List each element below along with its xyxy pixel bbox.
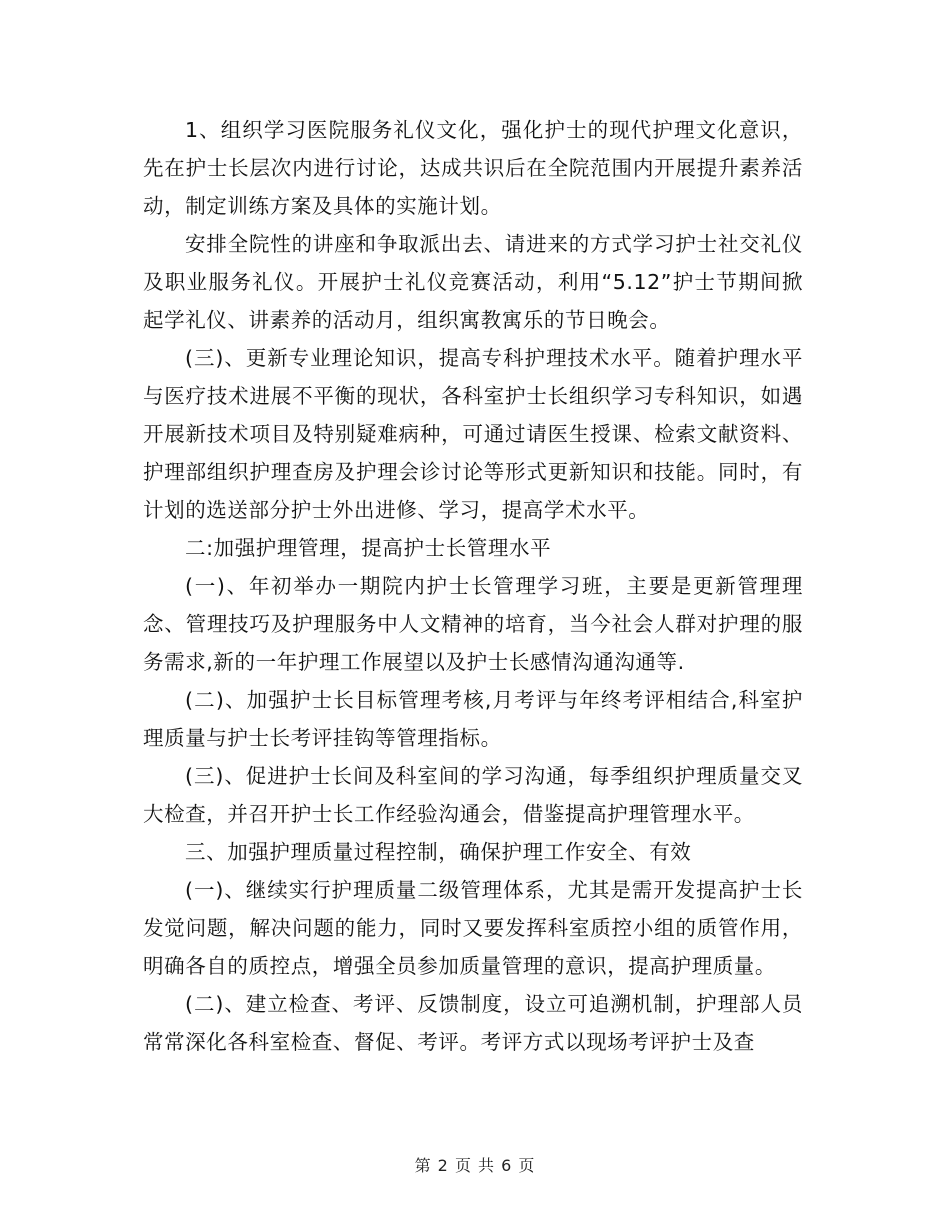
paragraph-5: (一)、年初举办一期院内护士长管理学习班，主要是更新管理理念、管理技巧及护理服务中人文精神的培育，当今社会人群对护理的服务需求,新的一年护理工作展望以及护士长感情沟通沟通等.: [143, 574, 803, 674]
page-number-footer: 第 2 页 共 6 页: [414, 1156, 536, 1175]
section-heading-2: 二:加强护理管理，提高护士长管理水平: [185, 536, 552, 560]
paragraph-2: 安排全院性的讲座和争取派出去、请进来的方式学习护士社交礼仪及职业服务礼仪。开展护士礼仪竞赛活动，利用“5.12”护士节期间掀起学礼仪、讲素养的活动月，组织寓教寓乐的节日晚会。: [143, 232, 803, 332]
paragraph-6: (二)、加强护士长目标管理考核,月考评与年终考评相结合,科室护理质量与护士长考评挂钩等管理指标。: [143, 688, 803, 750]
paragraph-1: 1、组织学习医院服务礼仪文化，强化护士的现代护理文化意识，先在护士长层次内进行讨论，达成共识后在全院范围内开展提升素养活动，制定训练方案及具体的实施计划。: [143, 118, 803, 218]
section-heading-3: 三、加强护理质量过程控制，确保护理工作安全、有效: [185, 840, 692, 864]
document-body: [143, 111, 803, 1061]
paragraph-9: (一)、继续实行护理质量二级管理体系，尤其是需开发提高护士长发觉问题，解决问题的能力，同时又要发挥科室质控小组的质管作用，明确各自的质控点，增强全员参加质量管理的意识，提高护理质量。: [143, 878, 803, 978]
paragraph-7: (三)、促进护士长间及科室间的学习沟通，每季组织护理质量交叉大检查，并召开护士长工作经验沟通会，借鉴提高护理管理水平。: [143, 764, 803, 826]
paragraph-3: (三)、更新专业理论知识，提高专科护理技术水平。随着护理水平与医疗技术进展不平衡的现状，各科室护士长组织学习专科知识，如遇开展新技术项目及特别疑难病种，可通过请医生授课、检索文献资料、护理部组织护理查房及护理会诊讨论等形式更新知识和技能。同时，有计划的选送部分护士外出进修、学习，提高学术水平。: [143, 346, 803, 522]
paragraph-10: (二)、建立检查、考评、反馈制度，设立可追溯机制，护理部人员常常深化各科室检查、督促、考评。考评方式以现场考评护士及查: [143, 992, 803, 1054]
